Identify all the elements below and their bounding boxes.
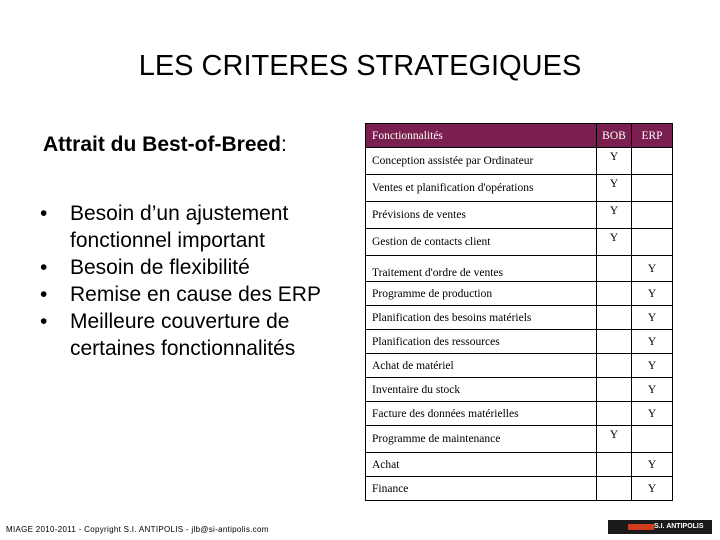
feature-cell: Prévisions de ventes bbox=[366, 202, 597, 229]
feature-cell: Finance bbox=[366, 477, 597, 501]
footer-copyright: MIAGE 2010-2011 - Copyright S.I. ANTIPOLIS - jlb@si-antipolis.com bbox=[6, 525, 269, 534]
bullet-item: • Remise en cause des ERP bbox=[40, 281, 340, 308]
erp-cell: Y bbox=[632, 282, 673, 306]
erp-cell bbox=[632, 229, 673, 256]
bob-cell bbox=[597, 453, 632, 477]
feature-cell: Planification des besoins matériels bbox=[366, 306, 597, 330]
erp-cell: Y bbox=[632, 256, 673, 282]
feature-cell: Traitement d'ordre de ventes bbox=[366, 256, 597, 282]
erp-cell: Y bbox=[632, 306, 673, 330]
erp-cell: Y bbox=[632, 330, 673, 354]
table-row bbox=[366, 256, 673, 282]
table-row bbox=[366, 330, 673, 354]
bob-cell: Y bbox=[597, 175, 632, 202]
slide-title: LES CRITERES STRATEGIQUES bbox=[138, 50, 582, 82]
si-antipolis-logo bbox=[608, 520, 712, 534]
erp-cell: Y bbox=[632, 402, 673, 426]
criteria-table bbox=[365, 123, 673, 501]
table-row bbox=[366, 229, 673, 256]
erp-cell bbox=[632, 148, 673, 175]
erp-cell: Y bbox=[632, 354, 673, 378]
bob-cell bbox=[597, 306, 632, 330]
bullet-list bbox=[40, 200, 340, 362]
table-row bbox=[366, 426, 673, 453]
table-row bbox=[366, 453, 673, 477]
table-header-row bbox=[366, 124, 673, 148]
subtitle-colon: : bbox=[281, 133, 287, 156]
header-bob: BOB bbox=[597, 124, 632, 148]
feature-cell: Gestion de contacts client bbox=[366, 229, 597, 256]
erp-cell bbox=[632, 202, 673, 229]
table-row bbox=[366, 175, 673, 202]
feature-cell: Achat de matériel bbox=[366, 354, 597, 378]
bob-cell bbox=[597, 330, 632, 354]
table-row bbox=[366, 354, 673, 378]
header-erp: ERP bbox=[632, 124, 673, 148]
bob-cell: Y bbox=[597, 229, 632, 256]
erp-cell: Y bbox=[632, 477, 673, 501]
erp-cell: Y bbox=[632, 378, 673, 402]
feature-cell: Conception assistée par Ordinateur bbox=[366, 148, 597, 175]
bob-cell bbox=[597, 402, 632, 426]
header-feature: Fonctionnalités bbox=[366, 124, 597, 148]
erp-cell bbox=[632, 175, 673, 202]
bob-cell bbox=[597, 282, 632, 306]
table-row bbox=[366, 477, 673, 501]
bob-cell bbox=[597, 477, 632, 501]
feature-cell: Programme de maintenance bbox=[366, 426, 597, 453]
feature-cell: Programme de production bbox=[366, 282, 597, 306]
table-row bbox=[366, 202, 673, 229]
table-row bbox=[366, 306, 673, 330]
logo-swoosh-icon bbox=[628, 524, 654, 530]
slide-subtitle bbox=[43, 133, 287, 157]
bob-cell bbox=[597, 354, 632, 378]
bob-cell bbox=[597, 256, 632, 282]
bob-cell: Y bbox=[597, 202, 632, 229]
table-row bbox=[366, 282, 673, 306]
bullet-item: • Besoin de flexibilité bbox=[40, 254, 340, 281]
table-row bbox=[366, 378, 673, 402]
bob-cell: Y bbox=[597, 148, 632, 175]
bullet-item: • Meilleure couverture de certaines fonctionnalités bbox=[40, 308, 340, 362]
logo-text: S.I. ANTIPOLIS bbox=[654, 523, 704, 530]
feature-cell: Achat bbox=[366, 453, 597, 477]
bob-cell: Y bbox=[597, 426, 632, 453]
feature-cell: Inventaire du stock bbox=[366, 378, 597, 402]
erp-cell: Y bbox=[632, 453, 673, 477]
table-row bbox=[366, 402, 673, 426]
feature-cell: Ventes et planification d'opérations bbox=[366, 175, 597, 202]
feature-cell: Facture des données matérielles bbox=[366, 402, 597, 426]
table-row bbox=[366, 148, 673, 175]
bullet-item: • Besoin d’un ajustement fonctionnel important bbox=[40, 200, 340, 254]
bob-cell bbox=[597, 378, 632, 402]
subtitle-strong-text: Attrait du Best-of-Breed bbox=[43, 133, 282, 156]
feature-cell: Planification des ressources bbox=[366, 330, 597, 354]
erp-cell bbox=[632, 426, 673, 453]
